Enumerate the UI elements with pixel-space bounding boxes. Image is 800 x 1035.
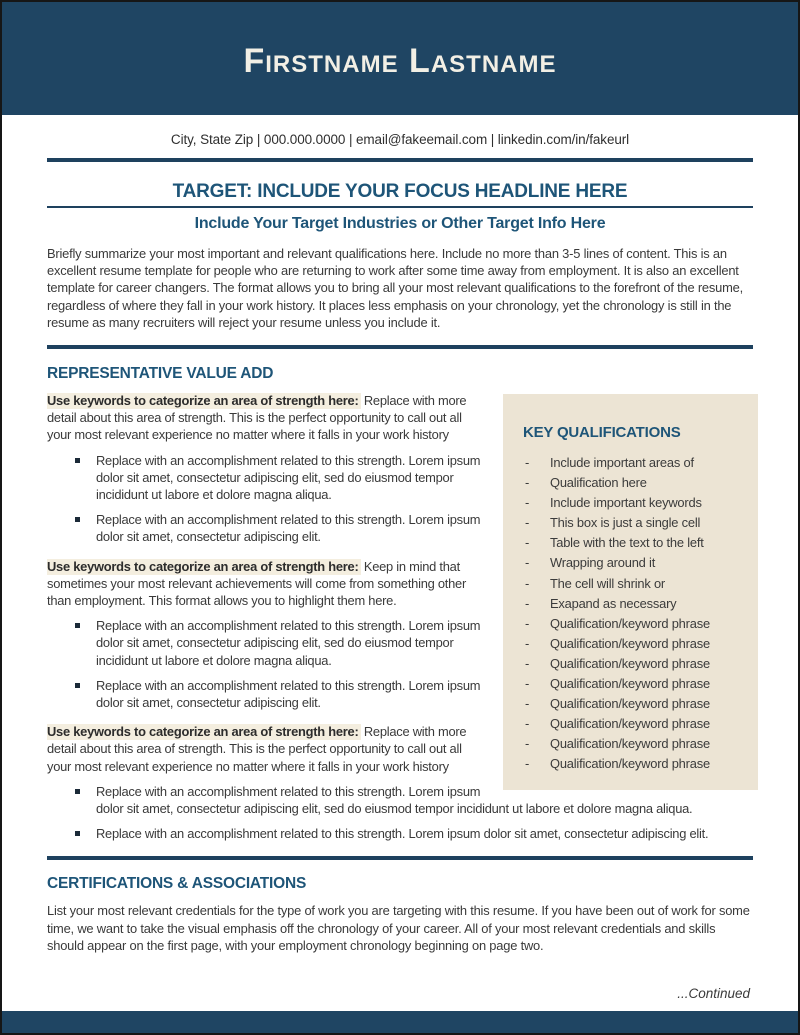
strength-text: Replace with more detail about this area of strength. This is the perfect opportunity to call out all your most relevant experience no matter where it falls in your work history [47,724,467,774]
candidate-name: Firstname Lastname [243,42,557,80]
strength-1-bullets [47,452,758,546]
divider-value-add [47,856,753,860]
list-item: - Qualification/keyword phrase [523,674,744,694]
accomplishment-bullet: Replace with an accomplishment related to this strength. Lorem ipsum dolor sit amet, consectetur adipiscing elit, sed do eiusmod tempor incididunt ut labore et dolore magna aliqua. [47,452,758,504]
certifications-section [47,875,753,954]
masthead-band [2,2,798,115]
accomplishment-bullet: Replace with an accomplishment related to this strength. Lorem ipsum dolor sit amet, consectetur adipiscing elit. [47,511,758,545]
target-headline: TARGET: INCLUDE YOUR FOCUS HEADLINE HERE [172,181,628,202]
summary-paragraph: Briefly summarize your most important and relevant qualifications here. Include no more than 3-5 lines of content. This is an excellent resume template for people who are returning to work after some time away from employment. It is also an excellent template for career changers. The format allows you to bring all your most relevant qualifications to the forefront of the resume, regardless of where they fall in your work history. It places less emphasis on your chronology, yet the chronology is still in the resume as many recruiters will reject your resume unless you include it. [47,246,743,330]
list-item: - Include important areas of [523,453,744,473]
accomplishment-bullet: Replace with an accomplishment related to this strength. Lorem ipsum dolor sit amet, consectetur adipiscing elit, sed do eiusmod tempor incididunt ut labore et dolore magna aliqua. [47,617,758,669]
divider-summary [47,345,753,349]
list-item: - Table with the text to the left [523,533,744,553]
strength-text: Keep in mind that sometimes your most relevant achievements will come from something other than employment. This format allows you to highlight them here. [47,558,467,609]
strength-3-bullets [47,783,758,843]
contact-line: City, State Zip | 000.000.0000 | email@fakeemail.com | linkedin.com/in/fakeurl [170,132,630,147]
list-item: - Qualification/keyword phrase [523,634,744,654]
divider-target [47,206,753,208]
accomplishment-bullet: Replace with an accomplishment related to this strength. Lorem ipsum dolor sit amet, consectetur adipiscing elit, sed do eiusmod tempor incididunt ut labore et dolore magna aliqua. [47,783,758,817]
accomplishment-bullet: Replace with an accomplishment related to this strength. Lorem ipsum dolor sit amet, consectetur adipiscing elit. [47,677,758,711]
list-item: - Qualification/keyword phrase [523,654,744,674]
list-item: - Include important keywords [523,493,744,513]
list-item: - Wrapping around it [523,553,744,573]
value-add-section [47,365,758,842]
target-subheadline: Include Your Target Industries or Other Target Info Here [194,215,606,232]
footer-band [2,1011,798,1033]
certifications-heading: CERTIFICATIONS & ASSOCIATIONS [47,875,307,893]
certifications-paragraph: List your most relevant credentials for the type of work you are targeting with this resume. If you have been out of work for some time, we want to take the visual emphasis off the chronology of your career. All of your most relevant credentials and skills should appear on the first page, with your employment chronology beginning on page two. [47,903,750,953]
list-item: - Qualification/keyword phrase [523,734,744,754]
list-item: - Exapand as necessary [523,594,744,614]
strength-keyword: Use keywords to categorize an area of strength here: [47,724,359,740]
strength-keyword: Use keywords to categorize an area of strength here: [47,558,359,574]
continued-label: ...Continued [677,986,750,1001]
strength-text: Replace with more detail about this area of strength. This is the perfect opportunity to call out all your most relevant experience no matter where it falls in your work history [47,393,467,443]
value-add-heading: REPRESENTATIVE VALUE ADD [47,365,274,383]
list-item: - Qualification/keyword phrase [523,714,744,734]
strength-keyword: Use keywords to categorize an area of strength here: [47,393,359,409]
key-qualifications-heading: KEY QUALIFICATIONS [523,424,681,442]
list-item: - Qualification here [523,473,744,493]
accomplishment-bullet: Replace with an accomplishment related to this strength. Lorem ipsum dolor sit amet, consectetur adipiscing elit. [47,825,758,842]
list-item: - Qualification/keyword phrase [523,614,744,634]
list-item: - Qualification/keyword phrase [523,754,744,774]
divider-contact [47,158,753,162]
list-item: - Qualification/keyword phrase [523,694,744,714]
list-item: - This box is just a single cell [523,513,744,533]
list-item: - The cell will shrink or [523,574,744,594]
strength-2-bullets [47,617,758,711]
